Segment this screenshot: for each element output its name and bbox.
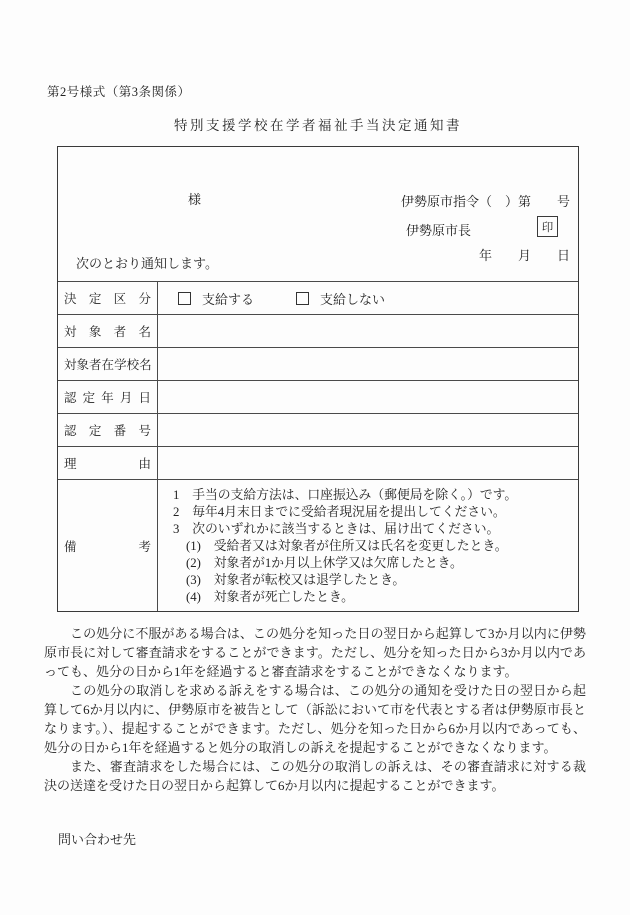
form-number: 第2号様式（第3条関係） [47, 85, 191, 99]
table-row-reason [58, 446, 578, 479]
table-row-subject-name [58, 314, 578, 347]
mayor-title: 伊勢原市長 [406, 223, 472, 238]
remark-line: 2 毎年4月末日までに受給者現況届を提出してください。 [173, 505, 506, 519]
remark-line: 3 次のいずれかに該当するときは、届け出てください。 [173, 522, 500, 536]
addressee-honorific: 様 [188, 192, 202, 207]
intro-text: 次のとおり通知します。 [76, 256, 218, 271]
remark-line: (4) 対象者が死亡したとき。 [186, 590, 354, 604]
option-no-pay[interactable] [296, 289, 385, 308]
row-label-text: 認 定 年 月 日 [64, 391, 151, 405]
row-label-certification-number [58, 414, 158, 446]
option-pay[interactable] [178, 289, 254, 308]
row-label-text: 対 象 者 名 [64, 325, 151, 339]
remark-line: 1 手当の支給方法は、口座振込み（郵便局を除く。）です。 [173, 488, 518, 502]
directive-number-line: 伊勢原市指令（ ）第 号 [400, 194, 570, 209]
contact-heading: 問い合わせ先 [58, 832, 137, 847]
date-line: 年 月 日 [478, 248, 570, 263]
appeal-paragraph-after-review: また、審査請求をした場合には、この処分の取消しの訴えは、その審査請求に対する裁決の送達を受けた日の翌日から起算して6か月以内に提起することができます。 [44, 759, 586, 793]
row-value-certification-date[interactable] [158, 381, 578, 413]
notice-header [58, 147, 578, 281]
notice-box [57, 146, 579, 612]
row-label-decision [58, 282, 158, 314]
row-value-subject-name[interactable] [158, 315, 578, 347]
remarks-list [158, 480, 578, 606]
table-row-certification-number [58, 413, 578, 446]
appeal-paragraph-review: この処分に不服がある場合は、この処分を知った日の翌日から起算して3か月以内に伊勢原市長に対して審査請求をすることができます。ただし、処分を知った日から3か月以内であっても、処分の日から1年を経過すると審査請求をすることができなくなります。 [44, 626, 586, 679]
row-label-remarks [58, 480, 158, 611]
row-label-reason [58, 447, 158, 479]
row-label-certification-date [58, 381, 158, 413]
row-label-school-name [58, 348, 158, 380]
row-value-certification-number[interactable] [158, 414, 578, 446]
seal-stamp-box: 印 [537, 216, 558, 237]
row-label-subject-name [58, 315, 158, 347]
option-pay-label: 支給する [202, 291, 255, 307]
remark-line: (2) 対象者が1か月以上休学又は欠席したとき。 [186, 556, 463, 570]
table-row-remarks [58, 479, 578, 611]
appeal-paragraph-lawsuit: この処分の取消しを求める訴えをする場合は、この処分の通知を受けた日の翌日から起算して6か月以内に、伊勢原市を被告として（訴訟において市を代表とする者は伊勢原市長となります。）、提起することができます。ただし、処分を知った日から6か月以内であっても、処分の日から1年を経過すると処分の取消しの訴えを提起することができなくなります。 [44, 683, 586, 755]
row-label-text: 備 考 [64, 539, 151, 554]
remark-line: (3) 対象者が転校又は退学したとき。 [186, 573, 406, 587]
remark-line: (1) 受給者又は対象者が住所又は氏名を変更したとき。 [186, 539, 508, 553]
row-label-text: 決 定 区 分 [64, 292, 151, 306]
row-value-remarks [158, 480, 578, 611]
table-row-certification-date [58, 380, 578, 413]
table-row-school-name [58, 347, 578, 380]
row-value-school-name[interactable] [158, 348, 578, 380]
row-label-text: 認 定 番 号 [64, 424, 151, 438]
row-value-reason[interactable] [158, 447, 578, 479]
row-label-text: 理 由 [64, 457, 151, 471]
document-title: 特別支援学校在学者福祉手当決定通知書 [174, 118, 462, 133]
appeal-information [44, 624, 586, 795]
row-label-text: 対 象 者 在 学 校 名 [64, 358, 152, 372]
checkbox-pay-icon[interactable] [178, 292, 191, 305]
option-no-pay-label: 支給しない [320, 291, 386, 307]
checkbox-no-pay-icon[interactable] [296, 292, 309, 305]
